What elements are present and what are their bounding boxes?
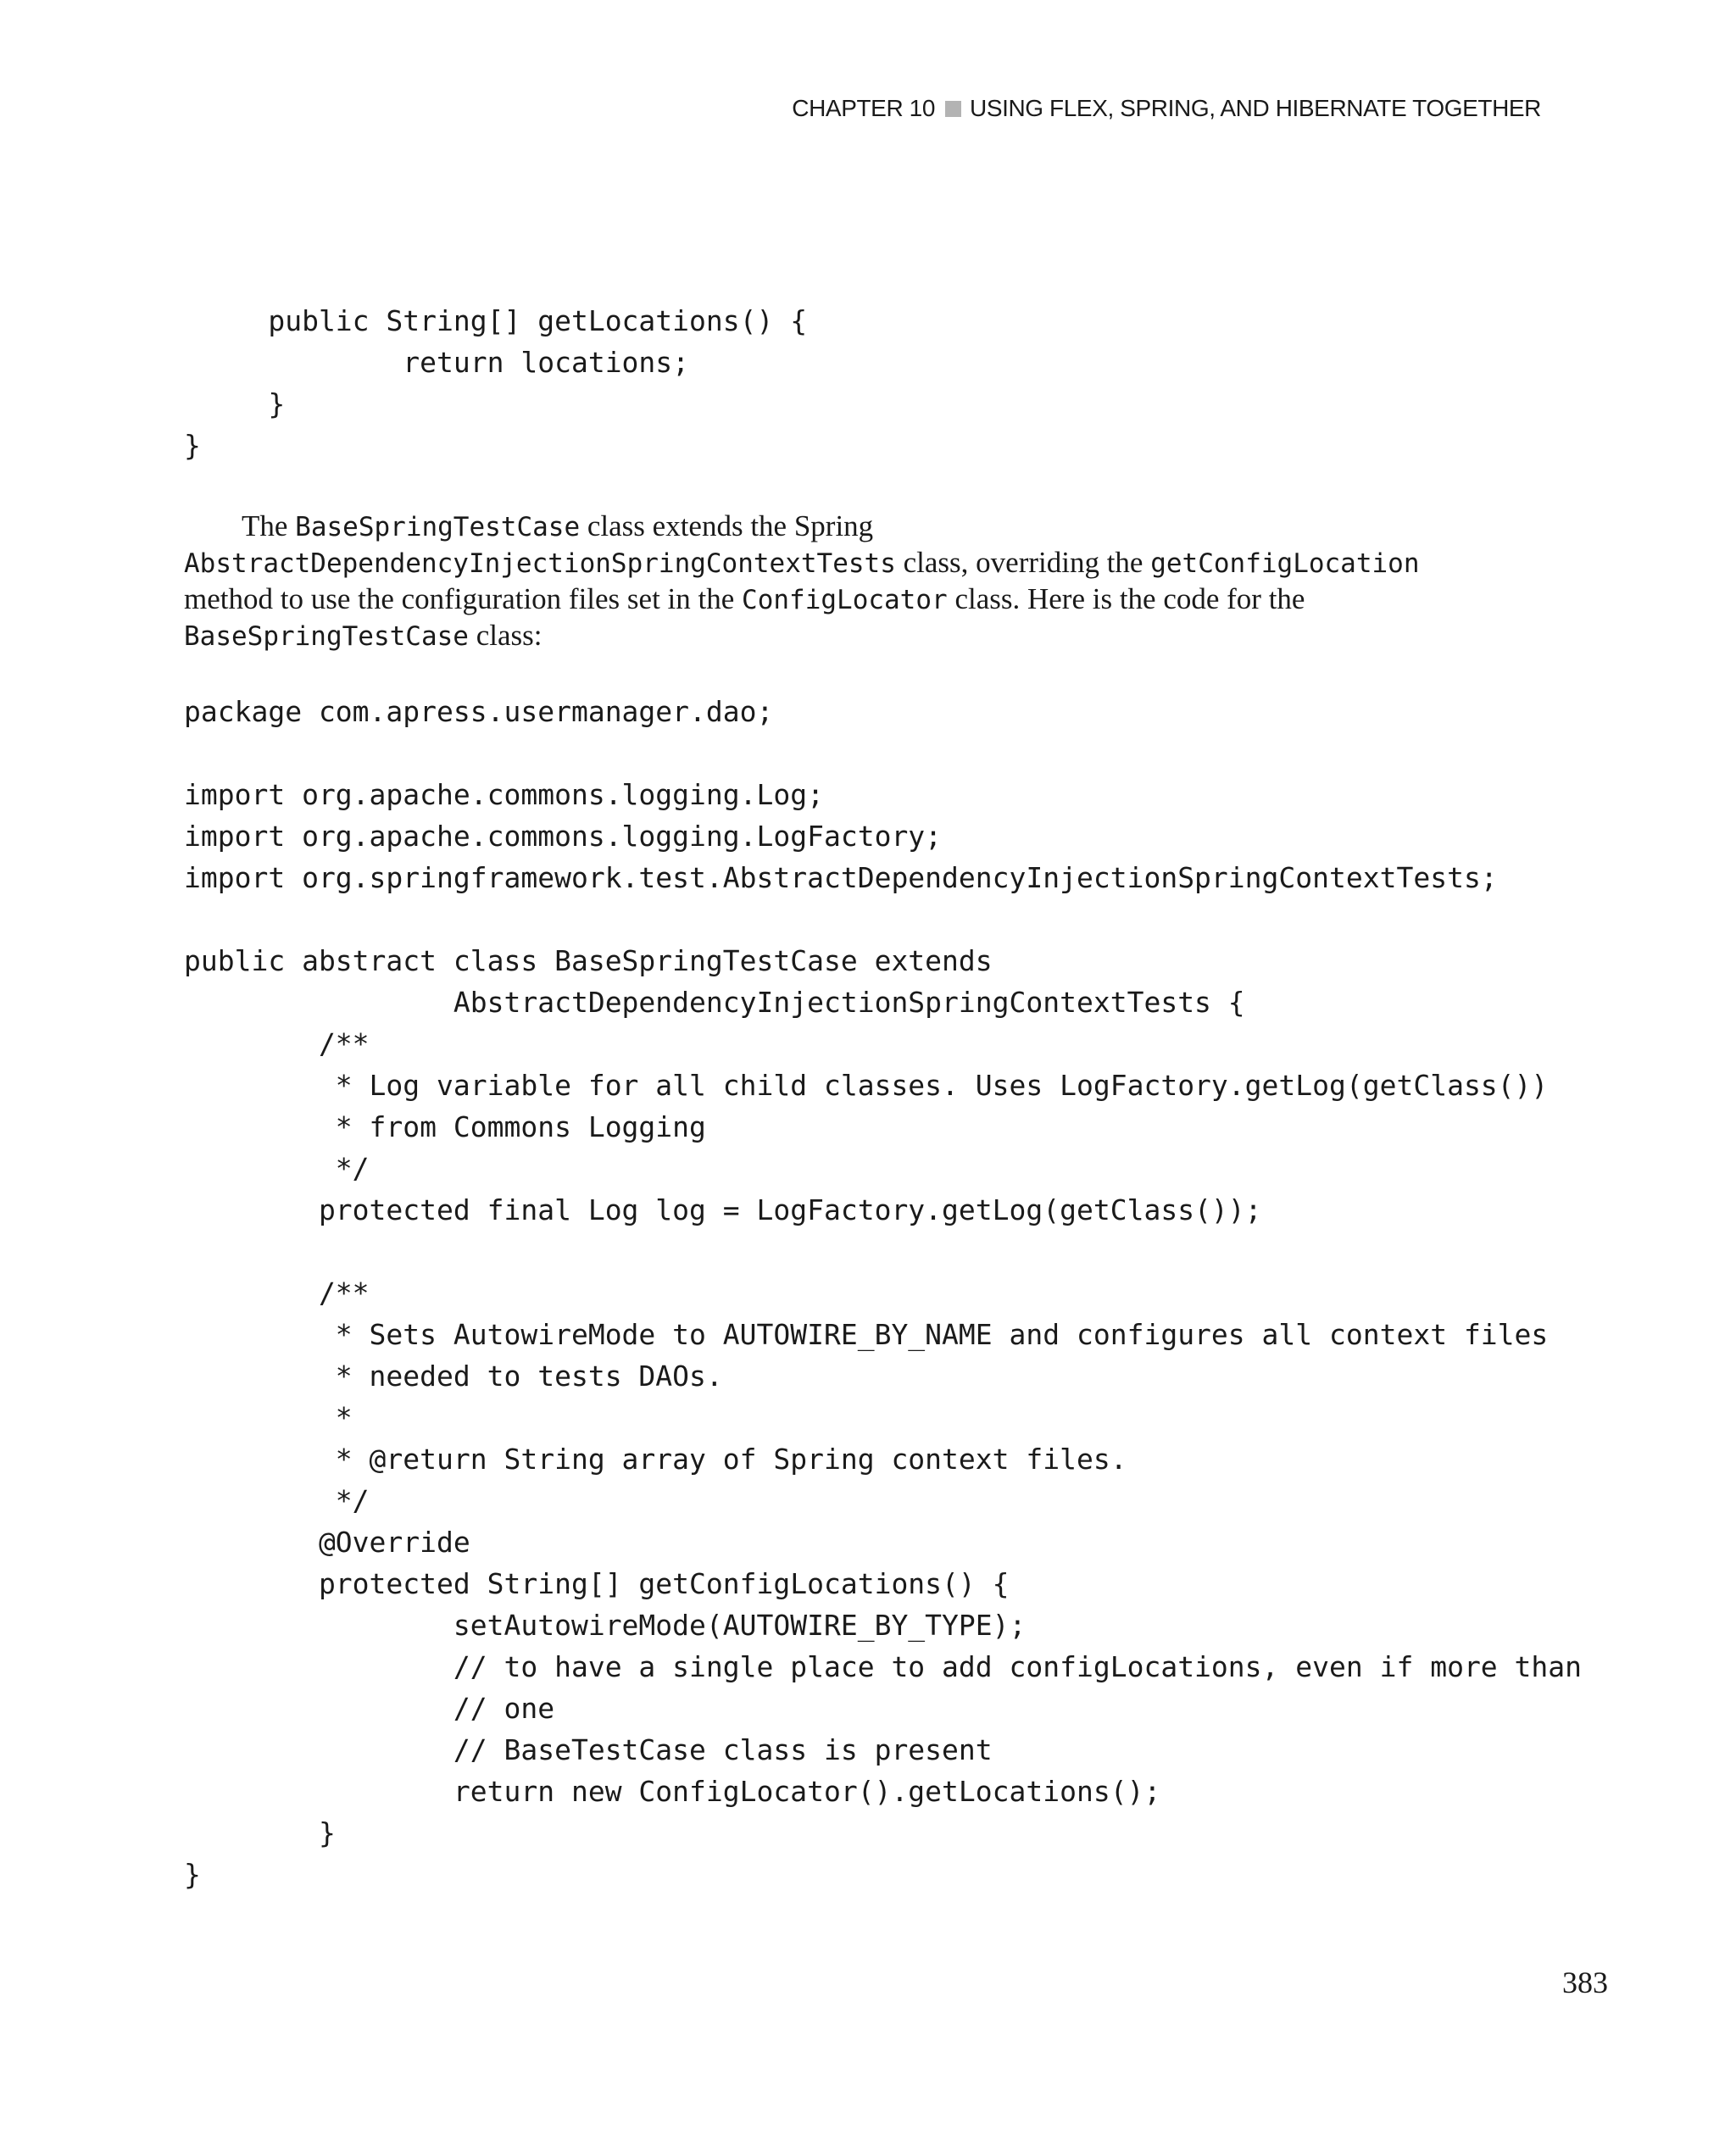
paragraph-line-1: The BaseSpringTestCase class extends the Spring <box>242 509 874 542</box>
code-block-base-spring-test-case: package com.apress.usermanager.dao; import org.apache.commons.logging.Log; import org.apache.commons.logging.LogFactory; import org.springframework.test.AbstractDependencyInjectionSpringContextTests; public abstract class BaseSpringTestCase extends AbstractDependencyInjectionSpringContextTests { /** * Log variable for all child classes. Uses LogFactory.getLog(getClass()) * from Commons Logging */ protected final Log log = LogFactory.getLog(getClass()); /** * Sets AutowireMode to AUTOWIRE_BY_NAME and configures all context files * needed to tests DAOs. * * @return String array of Spring context files. */ @Override protected String[] getConfigLocations() { setAutowireMode(AUTOWIRE_BY_TYPE); // to have a single place to add configLocations, even if more than // one // BaseTestCase class is present return new ConfigLocator().getLocations(); } } <box>184 695 1583 1891</box>
chapter-label: CHAPTER 10 <box>792 95 935 121</box>
inline-code: BaseSpringTestCase <box>295 512 581 542</box>
running-header <box>792 95 1541 122</box>
inline-code: AbstractDependencyInjectionSpringContextTests <box>184 548 896 579</box>
paragraph-line-2: AbstractDependencyInjectionSpringContextTests class, overriding the getConfigLocation <box>184 546 1420 579</box>
page-number: 383 <box>1562 1966 1608 1999</box>
header-square-icon <box>945 101 961 117</box>
chapter-title: USING FLEX, SPRING, AND HIBERNATE TOGETHER <box>970 95 1541 121</box>
code-block-get-locations: public String[] getLocations() { return locations; } } <box>184 304 808 462</box>
paragraph-line-4: BaseSpringTestCase class: <box>184 619 542 652</box>
inline-code: ConfigLocator <box>742 585 948 615</box>
inline-code: getConfigLocation <box>1150 548 1420 579</box>
inline-code: BaseSpringTestCase <box>184 621 469 652</box>
paragraph-line-3: method to use the configuration files set in the ConfigLocator class. Here is the code for the <box>184 582 1305 615</box>
body-paragraph <box>184 509 1472 654</box>
